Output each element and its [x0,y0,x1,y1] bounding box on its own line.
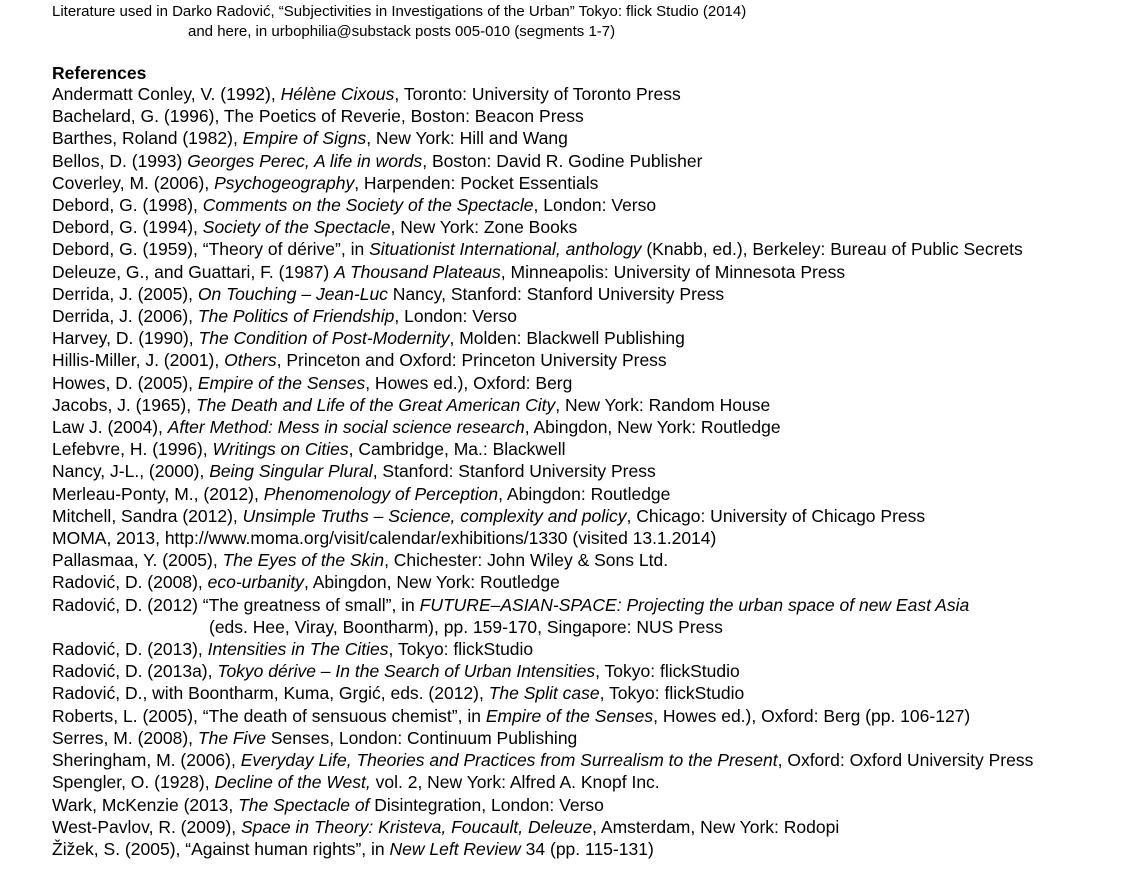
reference-entry [52,483,1117,505]
reference-text: , London: Verso [533,195,657,216]
header-line-1: Literature used in Darko Radović, “Subjectivities in Investigations of the Urban” Tokyo: flick Studio (2014) [52,3,747,20]
reference-text: Radović, D. (2012) “The greatness of small”, in [52,594,420,615]
reference-text: Bellos, D. (1993) [52,150,188,171]
reference-text: Andermatt Conley, V. (1992), [52,84,281,104]
reference-text: 34 (pp. 115-131) [520,838,654,859]
reference-text: , New York: Random House [555,394,771,415]
reference-text: , Minneapolis: University of Minnesota Press [500,261,846,282]
reference-text: , Howes ed.), Oxford: Berg (pp. 106-127) [653,705,971,726]
reference-title: The Eyes of the Skin [222,550,385,571]
reference-text: Mitchell, Sandra (2012), [52,505,243,526]
reference-text: , Howes ed.), Oxford: Berg [365,372,573,393]
reference-text: Radović, D., with Boontharm, Kuma, Grgić, eds. (2012), [52,683,489,704]
reference-text: , Tokyo: flickStudio [388,639,534,660]
reference-title: Georges Perec, A life in words [187,150,423,171]
reference-entry [52,327,1117,349]
reference-title: FUTURE–ASIAN-SPACE: Projecting the urban space of new East Asia [419,594,970,615]
reference-title: Being Singular Plural [209,461,373,482]
reference-text: , Chicago: University of Chicago Press [626,505,926,526]
reference-entry [52,838,1117,860]
reference-text: , Boston: David R. Godine Publisher [422,150,703,171]
reference-text: , Toronto: University of Toronto Press [394,84,681,104]
reference-text: Howes, D. (2005), [52,372,198,393]
reference-text: Derrida, J. (2005), [52,283,198,304]
reference-title: The Death and Life of the Great American City [195,394,556,415]
reference-title: Society of the Spectacle [202,217,391,238]
reference-entry [52,172,1117,194]
reference-text: (Knabb, ed.), Berkeley: Bureau of Public Secrets [641,239,1023,260]
reference-entry [52,638,1117,660]
reference-text: Nancy, J-L., (2000), [52,461,210,482]
reference-entry [52,594,1117,638]
reference-title: The Five [197,727,266,748]
header-line-2: and here, in urbophilia@substack posts 005-010 (segments 1-7) [188,23,616,40]
reference-text: , Tokyo: flickStudio [599,683,745,704]
reference-title: Space in Theory: Kristeva, Foucault, Deleuze [241,816,593,837]
reference-entry [52,460,1117,482]
reference-text: , Abingdon: Routledge [498,483,671,504]
reference-text: Law J. (2004), [52,417,168,438]
reference-entry [52,549,1117,571]
reference-text: vol. 2, New York: Alfred A. Knopf Inc. [370,772,660,793]
reference-title: On Touching – Jean-Luc [197,283,388,304]
reference-entry [52,261,1117,283]
reference-title: The Condition of Post-Modernity [198,328,450,349]
reference-title: Empire of the Senses [485,705,654,726]
reference-text: , Abingdon, New York: Routledge [303,572,560,593]
reference-title: New Left Review [389,838,521,859]
reference-entry [52,505,1117,527]
reference-entry [52,727,1117,749]
reference-text: Roberts, L. (2005), “The death of sensuous chemist”, in [52,705,486,726]
reference-text: Bachelard, G. (1996), The Poetics of Reverie, Boston: Beacon Press [52,106,584,127]
reference-title: Intensities in The Cities [207,639,389,660]
reference-title: A Thousand Plateaus [334,261,501,282]
reference-text: , Molden: Blackwell Publishing [449,328,685,349]
reference-title: eco-urbanity [207,572,304,593]
reference-text: Derrida, J. (2006), [52,306,198,327]
reference-text: Barthes, Roland (1982), [52,128,243,149]
reference-entry [52,238,1117,260]
reference-title: Hélène Cixous [280,84,395,104]
reference-title: Phenomenology of Perception [263,483,499,504]
reference-entry [52,816,1117,838]
reference-title: After Method: Mess in social science research [167,417,525,438]
reference-text: , Princeton and Oxford: Princeton University Press [276,350,667,371]
reference-entry [52,682,1117,704]
reference-text: Sheringham, M. (2006), [52,750,241,771]
reference-continuation: (eds. Hee, Viray, Boontharm), pp. 159-170, Singapore: NUS Press [209,616,723,637]
reference-entry [52,216,1117,238]
reference-entry [52,794,1117,816]
reference-entry [52,749,1117,771]
reference-text: Coverley, M. (2006), [52,172,215,193]
reference-text: Disintegration, London: Verso [369,794,604,815]
reference-entry [52,660,1117,682]
reference-text: Merleau-Ponty, M., (2012), [52,483,264,504]
reference-entry [52,394,1117,416]
reference-entry [52,438,1117,460]
reference-text: Deleuze, G., and Guattari, F. (1987) [52,261,335,282]
reference-text: , New York: Hill and Wang [366,128,568,149]
reference-entry [52,194,1117,216]
reference-title: Others [224,350,277,371]
reference-text: Jacobs, J. (1965), [52,394,196,415]
reference-entry [52,305,1117,327]
reference-text: Debord, G. (1994), [52,217,203,238]
reference-entry [52,527,1117,549]
references-heading: References [52,63,147,83]
reference-text: Radović, D. (2008), [52,572,208,593]
reference-text: , London: Verso [394,306,517,327]
reference-title: Situationist International, anthology [369,239,642,260]
reference-title: The Politics of Friendship [197,306,395,327]
reference-entry [52,416,1117,438]
reference-text: Harvey, D. (1990), [52,328,199,349]
reference-text: Lefebvre, H. (1996), [52,439,213,460]
reference-title: The Spectacle of [238,794,370,815]
reference-entry [52,372,1117,394]
reference-text: , Chichester: John Wiley & Sons Ltd. [384,550,669,571]
reference-text: Serres, M. (2008), [52,727,198,748]
reference-text: Pallasmaa, Y. (2005), [52,550,223,571]
reference-text: Nancy, Stanford: Stanford University Press [387,283,725,304]
reference-text: Debord, G. (1959), “Theory of dérive”, in [52,239,370,260]
reference-text: Senses, London: Continuum Publishing [265,727,578,748]
reference-entry [52,283,1117,305]
reference-text: , Abingdon, New York: Routledge [524,417,781,438]
reference-text: , New York: Zone Books [390,217,578,238]
reference-text: Žižek, S. (2005), “Against human rights”, in [52,838,390,859]
reference-entry [52,83,1117,105]
reference-text: Radović, D. (2013), [52,639,208,660]
reference-title: Everyday Life, Theories and Practices from Surrealism to the Present [240,750,778,771]
reference-entry [52,150,1117,172]
reference-text: Radović, D. (2013a), [52,661,218,682]
reference-title: The Split case [488,683,600,704]
reference-entry [52,771,1117,793]
reference-title: Unsimple Truths – Science, complexity and policy [242,505,627,526]
references-list [52,83,1117,860]
reference-text: , Oxford: Oxford University Press [777,750,1034,771]
reference-entry [52,127,1117,149]
reference-title: Empire of the Senses [197,372,366,393]
reference-text: Hillis-Miller, J. (2001), [52,350,225,371]
reference-entry [52,105,1117,127]
reference-text: , Cambridge, Ma.: Blackwell [348,439,566,460]
reference-text: Debord, G. (1998), [52,195,203,216]
reference-title: Tokyo dérive – In the Search of Urban Intensities [217,661,596,682]
reference-title: Comments on the Society of the Spectacle [202,195,534,216]
reference-text: , Amsterdam, New York: Rodopi [592,816,840,837]
document-header [52,2,746,42]
reference-title: Psychogeography [214,172,355,193]
reference-title: Empire of Signs [242,128,367,149]
reference-entry [52,349,1117,371]
reference-text: , Stanford: Stanford University Press [372,461,656,482]
reference-text: , Harpenden: Pocket Essentials [354,172,599,193]
reference-text: Spengler, O. (1928), [52,772,215,793]
reference-text: Wark, McKenzie (2013, [52,794,239,815]
reference-entry [52,705,1117,727]
reference-entry [52,571,1117,593]
reference-title: Decline of the West, [214,772,371,793]
reference-text: , Tokyo: flickStudio [595,661,740,682]
reference-title: Writings on Cities [212,439,349,460]
reference-text: MOMA, 2013, http://www.moma.org/visit/calendar/exhibitions/1330 (visited 13.1.2014) [52,528,717,549]
reference-text: West-Pavlov, R. (2009), [52,816,241,837]
